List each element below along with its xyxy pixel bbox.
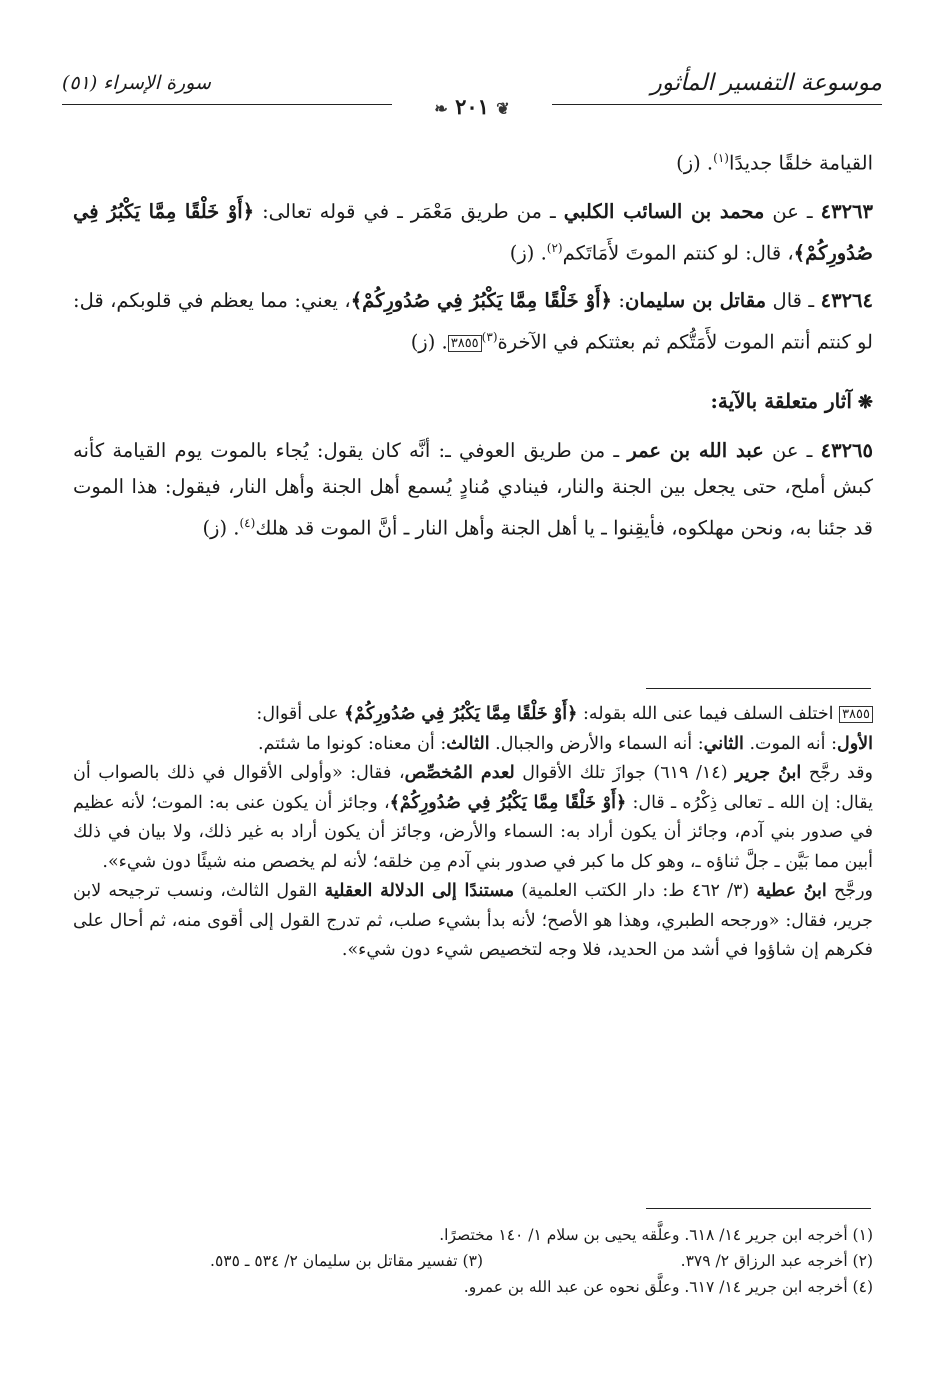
header-rule-right: [552, 104, 882, 105]
commentary-intro: ٣٨٥٥ اختلف السلف فيما عنى الله بقوله: ﴿أَوْ خَلْقًا مِمَّا يَكْبُرُ فِي صُدُورِكُمْ﴾ على أقوال:: [73, 700, 873, 730]
narration-43263: ٤٣٢٦٣ ـ عن محمد بن السائب الكلبي ـ من طريق مَعْمَر ـ في قوله تعالى: ﴿أَوْ خَلْقًا مِمَّا يَكْبُرُ فِي صُدُورِكُمْ﴾، قال: لو كنتم الموتَ لأَمَاتَكم$^{(٢)}$. (ز): [73, 199, 874, 264]
commentary-ibn-jarir: وقد رجَّح ابنُ جرير (١٤/ ٦١٩) جوازَ تلك الأقوال لعدم المُخصِّص، فقال: «وأولى الأقوال في ذلك بالصواب أن يقال: إن الله ـ تعالى ذِكْرُه ـ قال: ﴿أَوْ خَلْقًا مِمَّا يَكْبُرُ فِي صُدُورِكُمْ﴾، وجائز أن يكون عنى به: الموت؛ لأنه عظيم في صدور بني آدم، وجائز أن يكون أراد به: السماء والأرض، وجائز أن يكون أراد به غير ذلك، ولا بيان في ذلك أبين مما بَيَّن ـ جلَّ ثناؤه ـ، وهو كل ما كبر في صدور بني آدم مِن خلقه؛ لأنه لم يخصص منه شيئًا دون شيء».: [73, 763, 873, 872]
quran-verse: ﴿أَوْ خَلْقًا مِمَّا يَكْبُرُ فِي صُدُورِكُمْ﴾: [350, 289, 612, 312]
narrator-name: مقاتل بن سليمان: [625, 289, 767, 312]
paragraph-continuation: القيامة خلقًا جديدًا$^{(١)}$. (ز): [676, 151, 873, 175]
footnote-ref[interactable]: (٢): [546, 240, 563, 255]
footnote-ref[interactable]: (١): [713, 151, 729, 165]
page-header: [62, 66, 882, 119]
flower-ornament-icon: ❋: [857, 391, 873, 413]
commentary-ibn-atiyya: ورجَّح ابنُ عطية (٣/ ٤٦٢ ط: دار الكتب العلمية) مستندًا إلى الدلالة العقلية القول الثالث، ونسب ترجيحه لابن جرير، فقال: «ورجحه الطبري، وهذا هو الأصح؛ لأنه بدأ بشيء صلب، ثم تدرج القول إلى أقوى منه، ثم أحال على فكرهم إن شاؤوا في أشد من الحديد، فلا وجه لتخصيص شيء دون شيء».: [73, 881, 873, 960]
footnote-2: (٢) أخرجه عبد الرزاق ٢/ ٣٧٩.: [680, 1252, 873, 1270]
commentary-number-box: ٣٨٥٥: [839, 706, 873, 723]
scholar-name: ابنُ جرير: [735, 763, 802, 783]
commentary-opinions: الأول: أنه الموت. الثاني: أنه السماء والأرض والجبال. الثالث: أن معناه: كونوا ما شئتم.: [258, 733, 873, 754]
header-rule-left: [62, 104, 392, 105]
commentary-block: [73, 700, 873, 966]
quran-verse: ﴿أَوْ خَلْقًا مِمَّا يَكْبُرُ فِي صُدُورِكُمْ﴾: [389, 792, 627, 813]
surah-label: سورة الإسراء (٥١): [62, 72, 211, 94]
footnote-3: (٣) تفسير مقاتل بن سليمان ٢/ ٥٣٤ ـ ٥٣٥.: [210, 1252, 483, 1270]
page-number: [434, 94, 509, 119]
footnote-ref[interactable]: (٣): [481, 330, 498, 344]
narration-43265: ٤٣٢٦٥ ـ عن عبد الله بن عمر ـ من طريق العوفي ـ: أنَّه كان يقول: يُجاء بالموت يوم القيامة كأنه كبش أملح، حتى يجعل بين الجنة والنار، فينادي مُنادٍ يُسمع أهل الجنة وأهل النار، فيقول: هذا الموت قد جئنا به، ونحن مهلكوه، فأيقِنوا ـ يا أهل الجنة وأهل النار ـ أنَّ الموت قد هلك$^{(٤)}$. (ز): [73, 438, 873, 539]
footnote-ref[interactable]: (٤): [239, 515, 256, 530]
page-number-value: ٢٠١: [455, 94, 489, 119]
narrator-name: عبد الله بن عمر: [627, 438, 764, 462]
footnote-4: (٤) أخرجه ابن جرير ١٤/ ٦١٧. وعلَّق نحوه عن عبد الله بن عمرو.: [463, 1278, 873, 1296]
ornament-icon: ❧: [434, 99, 448, 118]
quran-verse: ﴿أَوْ خَلْقًا مِمَّا يَكْبُرُ فِي صُدُورِكُمْ﴾: [344, 704, 578, 724]
main-text: [73, 140, 873, 558]
narration-number: ٤٣٢٦٣: [820, 199, 874, 223]
section-heading: ❋آثار متعلقة بالآية:: [710, 388, 873, 413]
book-title: موسوعة التفسير المأثور: [650, 70, 882, 96]
footnote-1: (١) أخرجه ابن جرير ١٤/ ٦١٨. وعلَّقه يحيى بن سلام ١/ ١٤٠ مختصرًا.: [439, 1226, 873, 1244]
commentary-ref-box[interactable]: ٣٨٥٥: [448, 335, 482, 352]
footnote-row: [73, 1248, 873, 1274]
footnotes-separator: [646, 1208, 871, 1209]
ornament-icon: ❦: [496, 99, 510, 118]
narrator-name: محمد بن السائب الكلبي: [563, 199, 765, 223]
narration-43264: ٤٣٢٦٤ ـ قال مقاتل بن سليمان: ﴿أَوْ خَلْقًا مِمَّا يَكْبُرُ فِي صُدُورِكُمْ﴾، يعني: مما يعظم في قلوبكم، قل: لو كنتم أنتم الموت لأَمَتُّكم ثم بعثتكم في الآخرة$^{(٣)}$٣٨٥٥. (ز): [73, 289, 873, 354]
quran-verse: ﴿أَوْ خَلْقًا مِمَّا يَكْبُرُ فِي صُدُورِكُمْ﴾: [73, 199, 873, 264]
narration-number: ٤٣٢٦٥: [820, 438, 873, 462]
footnotes: [73, 1222, 873, 1300]
scholar-name: ابنُ عطية: [756, 881, 827, 901]
narration-number: ٤٣٢٦٤: [820, 289, 873, 312]
commentary-separator: [646, 688, 871, 689]
